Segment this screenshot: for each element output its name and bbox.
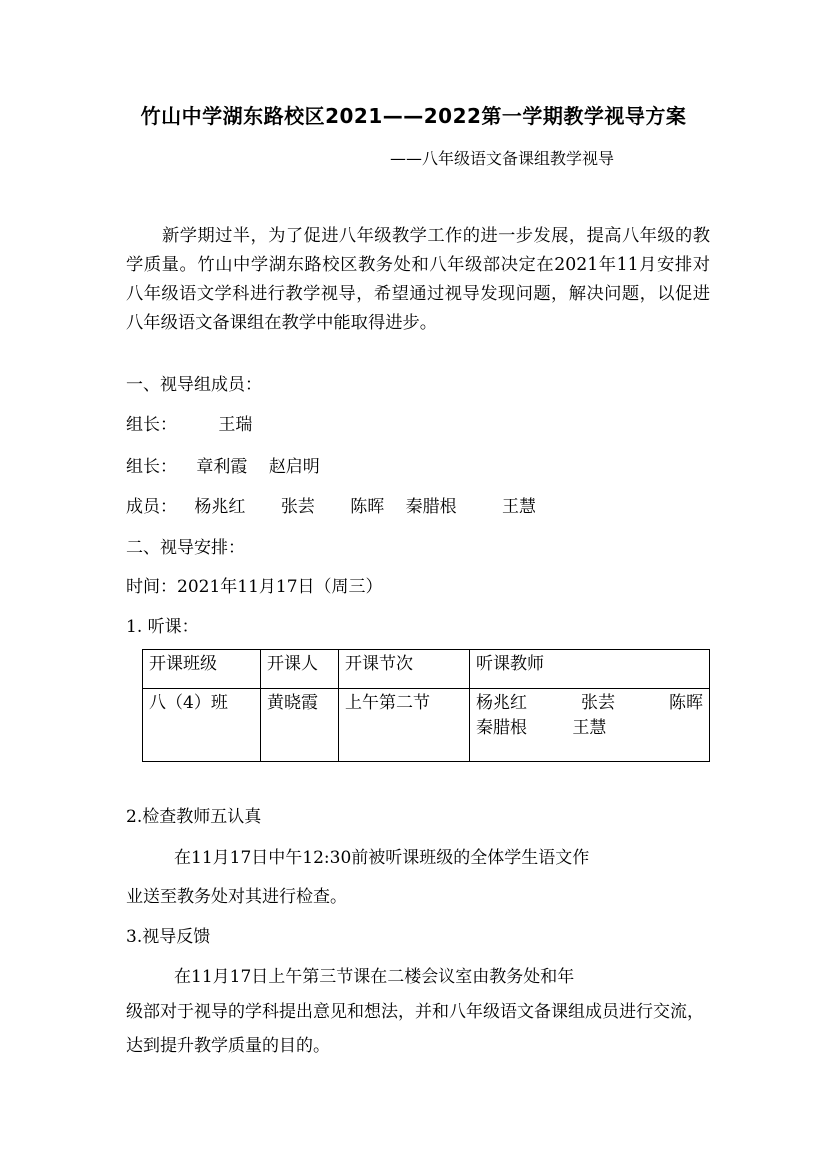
table-header-cell: 开课班级 bbox=[143, 650, 261, 689]
section-heading-members: 一、视导组成员： bbox=[126, 375, 262, 395]
item-2-text-line-2: 业送至教务处对其进行检查。 bbox=[126, 887, 347, 907]
leader-label: 组长： bbox=[126, 457, 177, 477]
listener-name: 秦腊根 bbox=[476, 718, 527, 738]
schedule-table bbox=[142, 649, 710, 762]
table-cell-period: 上午第二节 bbox=[339, 689, 470, 762]
schedule-time: 时间：2021年11月17日（周三） bbox=[126, 577, 383, 597]
member-name: 秦腊根 bbox=[405, 497, 457, 517]
listeners-line-2 bbox=[476, 716, 703, 741]
table-cell-class: 八（4）班 bbox=[143, 689, 261, 762]
item-3-text-line-1: 在11月17日上午第三节课在二楼会议室由教务处和年 bbox=[174, 967, 575, 987]
document-title: 竹山中学湖东路校区2021——2022第一学期教学视导方案 bbox=[140, 104, 687, 128]
listener-name: 杨兆红 bbox=[476, 693, 527, 713]
member-name: 陈晖 bbox=[350, 497, 385, 517]
leader-row-2 bbox=[126, 452, 320, 477]
item-2-text-line-1: 在11月17日中午12:30前被听课班级的全体学生语文作 bbox=[174, 848, 590, 868]
listener-name: 陈晖 bbox=[669, 693, 703, 713]
item-2-heading: 2.检查教师五认真 bbox=[126, 807, 262, 827]
intro-paragraph: 新学期过半，为了促进八年级教学工作的进一步发展，提高八年级的教学质量。竹山中学湖东路校区教务处和八年级部决定在2021年11月安排对八年级语文学科进行教学视导，希望通过视导发现问题，解决问题，以促进八年级语文备课组在教学中能取得进步。 bbox=[126, 226, 710, 333]
table-cell-listeners bbox=[470, 689, 710, 762]
leader-label: 组长： bbox=[126, 415, 177, 435]
table-header-cell: 听课教师 bbox=[470, 650, 710, 689]
item-3-heading: 3.视导反馈 bbox=[126, 927, 211, 947]
leader-row-1 bbox=[126, 410, 252, 435]
leader-name: 章利霞 bbox=[196, 457, 248, 477]
leader-name: 王瑞 bbox=[218, 415, 253, 435]
listeners-line-1 bbox=[476, 691, 703, 716]
table-header-cell: 开课人 bbox=[261, 650, 339, 689]
members-label: 成员： bbox=[126, 497, 177, 517]
item-3-text-line-2: 级部对于视导的学科提出意见和想法，并和八年级语文备课组成员进行交流，达到提升教学质量的目的。 bbox=[126, 1002, 704, 1056]
item-1-heading: 1. 听课： bbox=[126, 617, 199, 637]
table-header-row bbox=[143, 650, 710, 689]
member-name: 张芸 bbox=[280, 497, 315, 517]
document-subtitle: ——八年级语文备课组教学视导 bbox=[390, 149, 615, 168]
member-name: 王慧 bbox=[502, 497, 537, 517]
leader-name: 赵启明 bbox=[268, 457, 320, 477]
listener-name: 张芸 bbox=[581, 693, 615, 713]
table-row bbox=[143, 689, 710, 762]
listener-name: 王慧 bbox=[572, 718, 607, 738]
section-heading-schedule: 二、视导安排： bbox=[126, 538, 245, 558]
table-cell-teacher: 黄晓霞 bbox=[261, 689, 339, 762]
members-row bbox=[126, 492, 536, 517]
member-name: 杨兆红 bbox=[194, 497, 246, 517]
table-header-cell: 开课节次 bbox=[339, 650, 470, 689]
